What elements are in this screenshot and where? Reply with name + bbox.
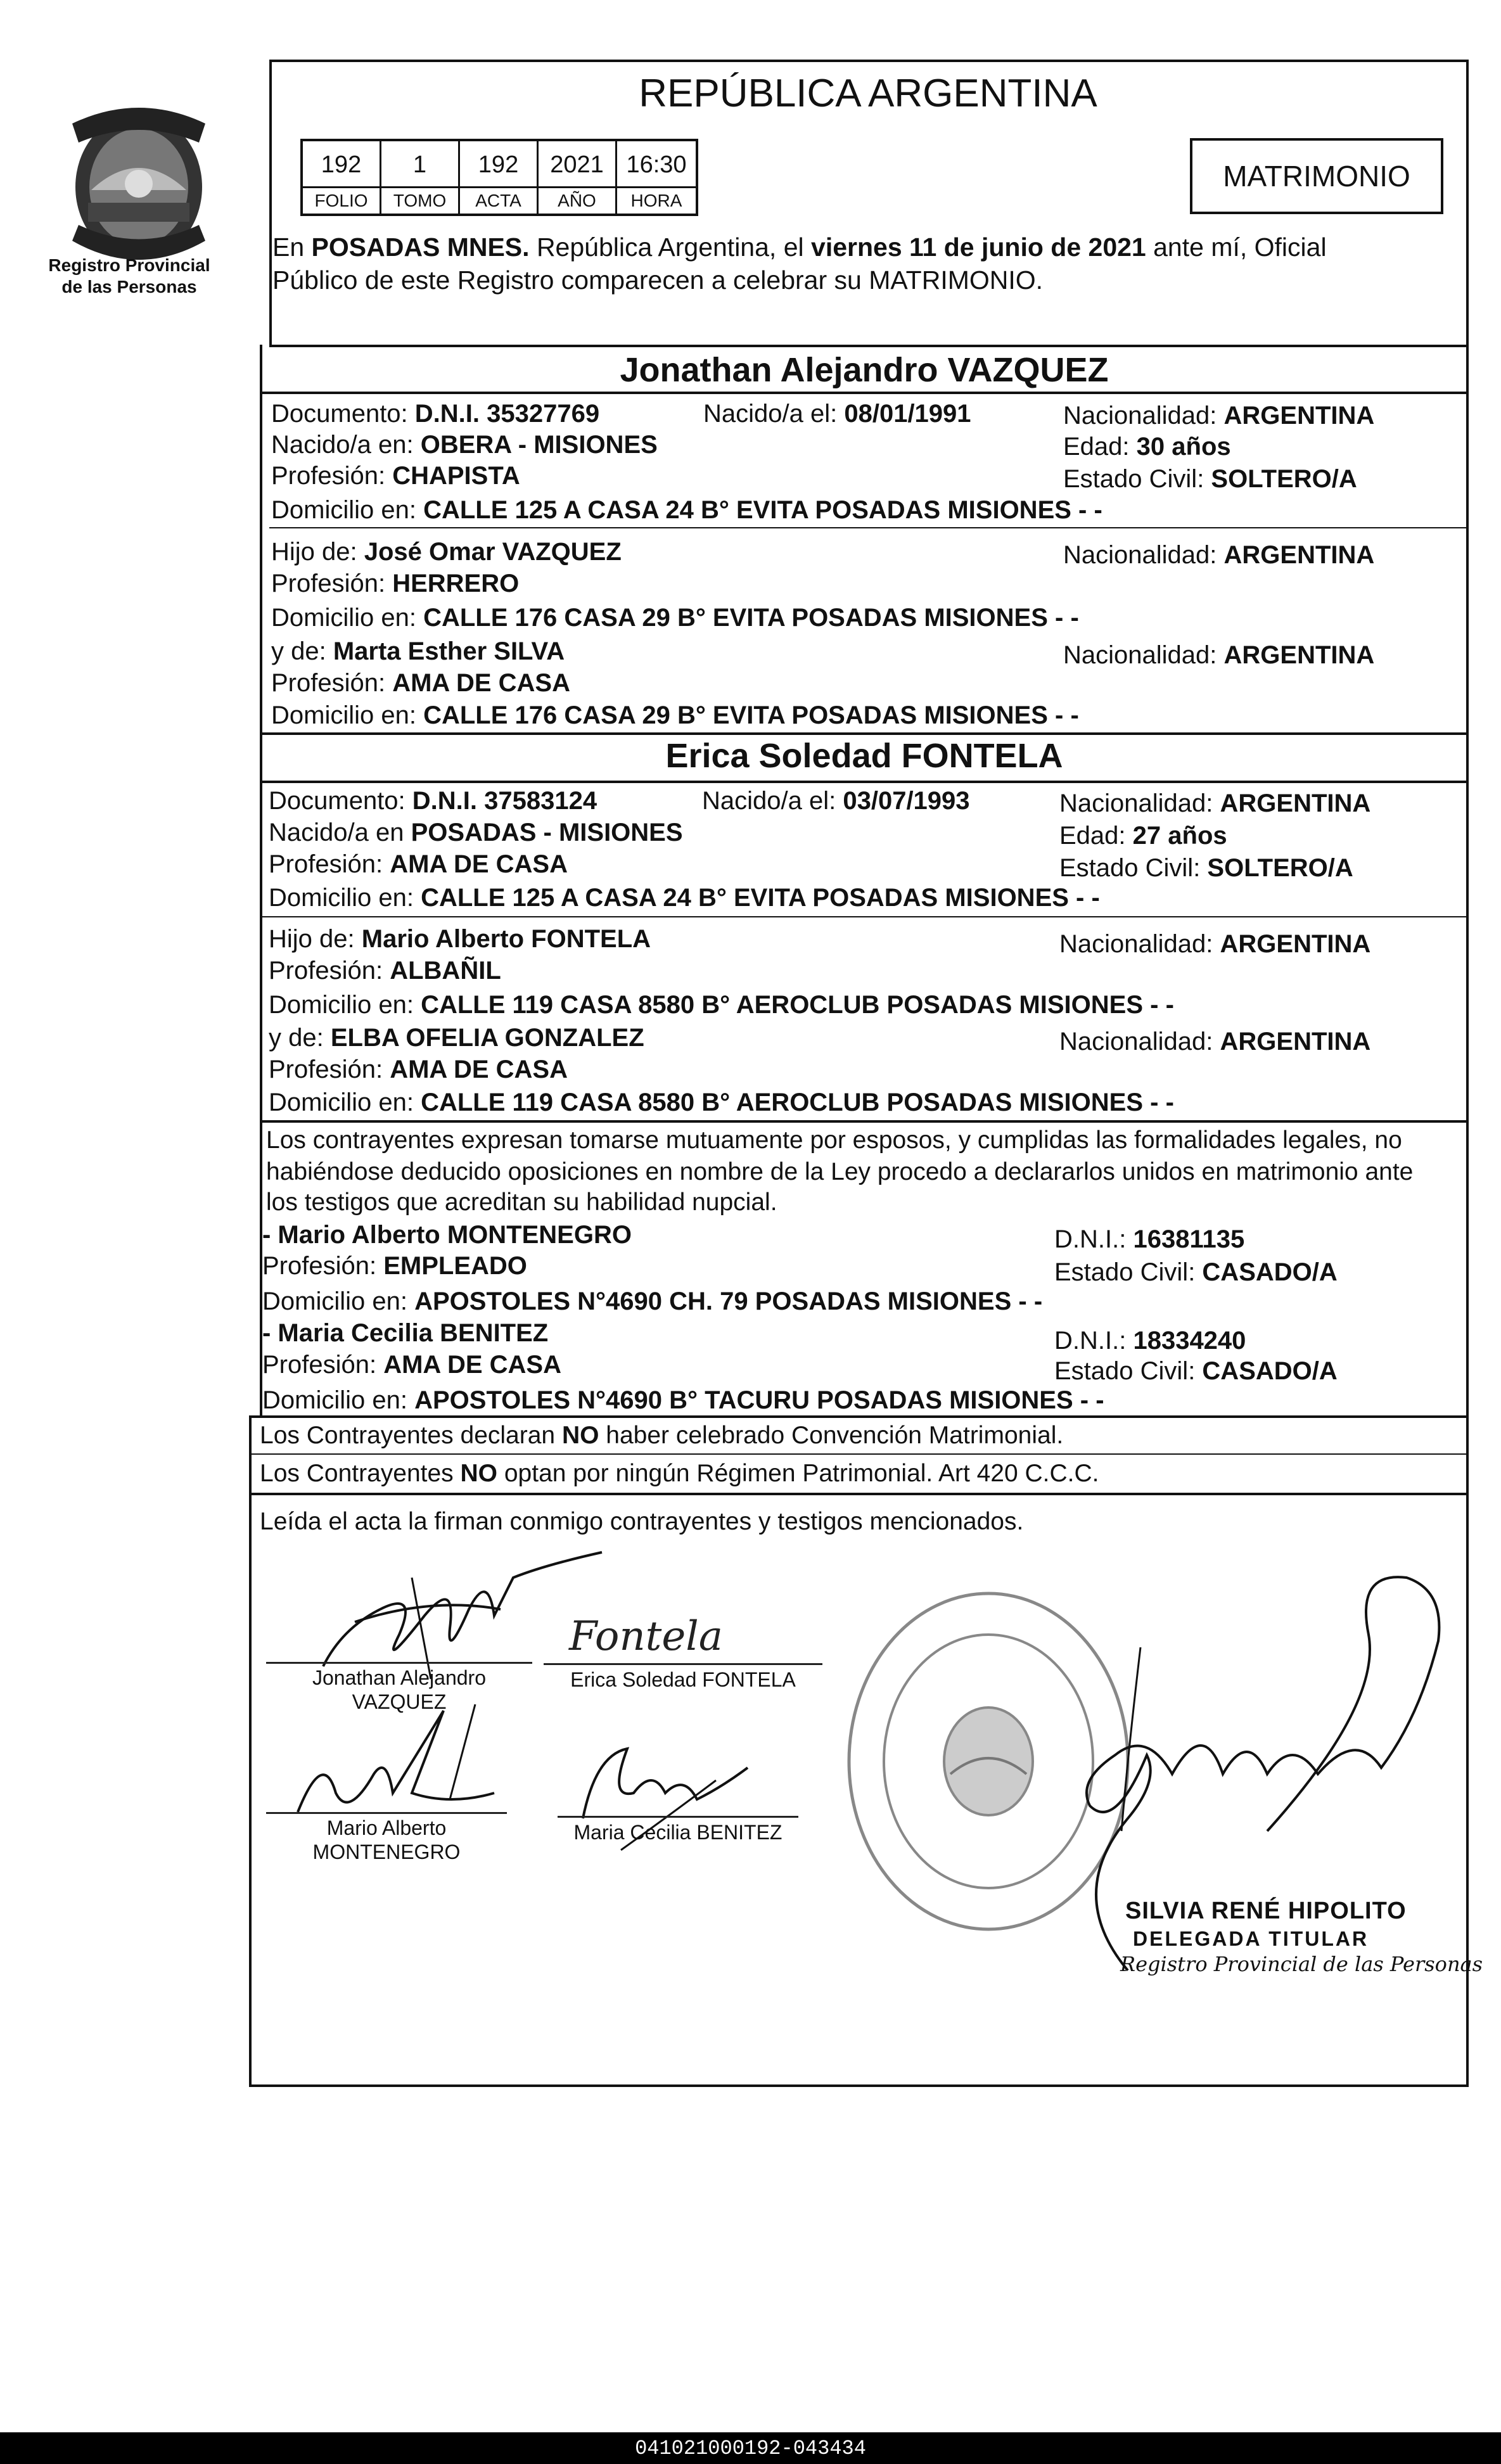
divider-spouse2-top — [260, 732, 1469, 735]
spouse1-father-profession: Profesión: HERRERO — [271, 570, 520, 597]
spouse2-mother-profession: Profesión: AMA DE CASA — [269, 1056, 568, 1083]
convention-line2: Los Contrayentes NO optan por ningún Régimen Patrimonial. Art 420 C.C.C. — [260, 1460, 1099, 1487]
border-top — [269, 60, 1469, 62]
hora-value: 16:30 — [617, 141, 696, 188]
intro-line1: En POSADAS MNES. República Argentina, el viernes 11 de junio de 2021 ante mí, Oficial — [272, 233, 1327, 262]
signature-mario-montenegro — [285, 1698, 526, 1825]
spouse2-age: Edad: 27 años — [1059, 822, 1227, 850]
tomo-value: 1 — [381, 141, 460, 188]
signature-line-2 — [544, 1663, 822, 1665]
anio-label: AÑO — [539, 188, 617, 214]
spouse2-father-profession: Profesión: ALBAÑIL — [269, 957, 501, 985]
province-seal-logo — [53, 95, 224, 266]
signature1-caption-line1: Jonathan Alejandro — [312, 1666, 486, 1689]
divider-declaration-top — [260, 1120, 1469, 1123]
officer-role: DELEGADA TITULAR — [1133, 1927, 1369, 1950]
signature2-caption: Erica Soledad FONTELA — [570, 1668, 796, 1691]
hora-label: HORA — [630, 191, 682, 210]
spouse1-address: Domicilio en: CALLE 125 A CASA 24 B° EVITA POSADAS MISIONES - - — [271, 496, 1102, 524]
witness2-name: - Maria Cecilia BENITEZ — [262, 1319, 549, 1347]
witness2-profession: Profesión: AMA DE CASA — [262, 1351, 561, 1379]
declaration-line2: habiéndose deducido oposiciones en nombre de la Ley procedo a declararlos unidos en matrimonio ante — [266, 1158, 1414, 1185]
spouse1-mother: y de: Marta Esther SILVA — [271, 637, 565, 665]
spouse1-age: Edad: 30 años — [1063, 433, 1231, 461]
anio-value: 2021 — [539, 141, 617, 188]
signature-erica-fontela: Fontela — [569, 1613, 723, 1660]
witness2-civil-status: Estado Civil: CASADO/A — [1054, 1357, 1338, 1385]
record-fields-grid — [300, 139, 698, 216]
spouse1-mother-address: Domicilio en: CALLE 176 CASA 29 B° EVITA POSADAS MISIONES - - — [271, 701, 1079, 729]
spouse1-name: Jonathan Alejandro VAZQUEZ — [620, 351, 1109, 389]
footer-barcode-number: 041021000192-043434 — [635, 2437, 866, 2460]
spouse2-father: Hijo de: Mario Alberto FONTELA — [269, 925, 651, 953]
spouse2-civil-status: Estado Civil: SOLTERO/A — [1059, 854, 1353, 882]
signature3-caption-line2: MONTENEGRO — [312, 1841, 461, 1863]
signature-line-1 — [266, 1662, 532, 1664]
spouse1-father-nationality: Nacionalidad: ARGENTINA — [1063, 541, 1375, 569]
spouse2-father-address: Domicilio en: CALLE 119 CASA 8580 B° AEROCLUB POSADAS MISIONES - - — [269, 991, 1174, 1019]
witness2-address: Domicilio en: APOSTOLES N°4690 B° TACURU POSADAS MISIONES - - — [262, 1386, 1104, 1414]
signature-line-3 — [266, 1812, 507, 1814]
spouse2-document: Documento: D.N.I. 37583124 — [269, 787, 597, 815]
convention-line1: Los Contrayentes declaran NO haber celebrado Convención Matrimonial. — [260, 1422, 1064, 1449]
spouse1-nationality: Nacionalidad: ARGENTINA — [1063, 402, 1375, 430]
spouse2-name: Erica Soledad FONTELA — [665, 737, 1063, 775]
spouse1-document: Documento: D.N.I. 35327769 — [271, 400, 600, 428]
spouse1-father-address: Domicilio en: CALLE 176 CASA 29 B° EVITA POSADAS MISIONES - - — [271, 604, 1079, 632]
witness1-address: Domicilio en: APOSTOLES N°4690 CH. 79 POSADAS MISIONES - - — [262, 1287, 1043, 1315]
spouse1-profession: Profesión: CHAPISTA — [271, 462, 520, 490]
divider-conventions-top — [249, 1415, 1469, 1418]
spouse1-mother-nationality: Nacionalidad: ARGENTINA — [1063, 641, 1375, 669]
witness1-profession: Profesión: EMPLEADO — [262, 1252, 527, 1280]
spouse1-father: Hijo de: José Omar VAZQUEZ — [271, 538, 622, 566]
registry-caption-line2: de las Personas — [61, 277, 197, 297]
acta-value: 192 — [460, 141, 539, 188]
witness1-civil-status: Estado Civil: CASADO/A — [1054, 1258, 1338, 1286]
intro-line2: Público de este Registro comparecen a celebrar su MATRIMONIO. — [272, 265, 1044, 295]
divider-spouse1-name — [260, 392, 1469, 394]
declaration-line1: Los contrayentes expresan tomarse mutuamente por esposos, y cumplidas las formalidades legales, no — [266, 1127, 1402, 1154]
border-left-bottom — [249, 1415, 252, 2087]
spouse2-birthdate: Nacido/a el: 03/07/1993 — [702, 787, 970, 815]
divider-conventions-mid — [249, 1453, 1469, 1455]
spouse2-mother: y de: ELBA OFELIA GONZALEZ — [269, 1024, 644, 1052]
officer-name: SILVIA RENÉ HIPOLITO — [1125, 1898, 1407, 1924]
declaration-line3: los testigos que acreditan su habilidad nupcial. — [266, 1189, 777, 1216]
officer-office: Registro Provincial de las Personas — [1120, 1952, 1483, 1976]
signature-line-4 — [558, 1816, 798, 1818]
acta-label: ACTA — [460, 188, 539, 214]
spouse1-mother-profession: Profesión: AMA DE CASA — [271, 669, 570, 697]
spouse1-civil-status: Estado Civil: SOLTERO/A — [1063, 465, 1357, 493]
divider-spouse1-parents — [269, 527, 1469, 528]
spouse2-profession: Profesión: AMA DE CASA — [269, 850, 568, 878]
signature3-caption-line1: Mario Alberto — [326, 1816, 447, 1839]
witness1-name: - Mario Alberto MONTENEGRO — [262, 1221, 632, 1249]
signature4-caption: Maria Cecilia BENITEZ — [573, 1821, 782, 1844]
spouse2-nationality: Nacionalidad: ARGENTINA — [1059, 789, 1371, 817]
spouse1-birthplace: Nacido/a en: OBERA - MISIONES — [271, 431, 658, 459]
closing-statement: Leída el acta la firman conmigo contrayentes y testigos mencionados. — [260, 1508, 1024, 1535]
spouse2-address: Domicilio en: CALLE 125 A CASA 24 B° EVITA POSADAS MISIONES - - — [269, 884, 1100, 912]
registry-caption-line1: Registro Provincial — [48, 255, 210, 275]
witness2-dni: D.N.I.: 18334240 — [1054, 1327, 1246, 1355]
divider-spouse2-name — [260, 781, 1469, 783]
folio-label: FOLIO — [303, 188, 381, 214]
spouse1-birthdate: Nacido/a el: 08/01/1991 — [703, 400, 971, 428]
divider-spouse1-top — [269, 345, 1469, 347]
signature1-caption-line2: VAZQUEZ — [352, 1690, 447, 1713]
witness1-dni: D.N.I.: 16381135 — [1054, 1225, 1245, 1253]
spouse2-mother-nationality: Nacionalidad: ARGENTINA — [1059, 1028, 1371, 1056]
act-type-box: MATRIMONIO — [1190, 138, 1443, 214]
folio-value: 192 — [303, 141, 381, 188]
border-bottom — [249, 2084, 1469, 2087]
divider-closing-top — [249, 1493, 1469, 1495]
document-title: REPÚBLICA ARGENTINA — [639, 72, 1097, 115]
spouse2-father-nationality: Nacionalidad: ARGENTINA — [1059, 930, 1371, 958]
divider-spouse2-parents — [260, 916, 1469, 917]
spouse2-birthplace: Nacido/a en POSADAS - MISIONES — [269, 819, 683, 846]
tomo-label: TOMO — [381, 188, 460, 214]
spouse2-mother-address: Domicilio en: CALLE 119 CASA 8580 B° AEROCLUB POSADAS MISIONES - - — [269, 1088, 1174, 1116]
